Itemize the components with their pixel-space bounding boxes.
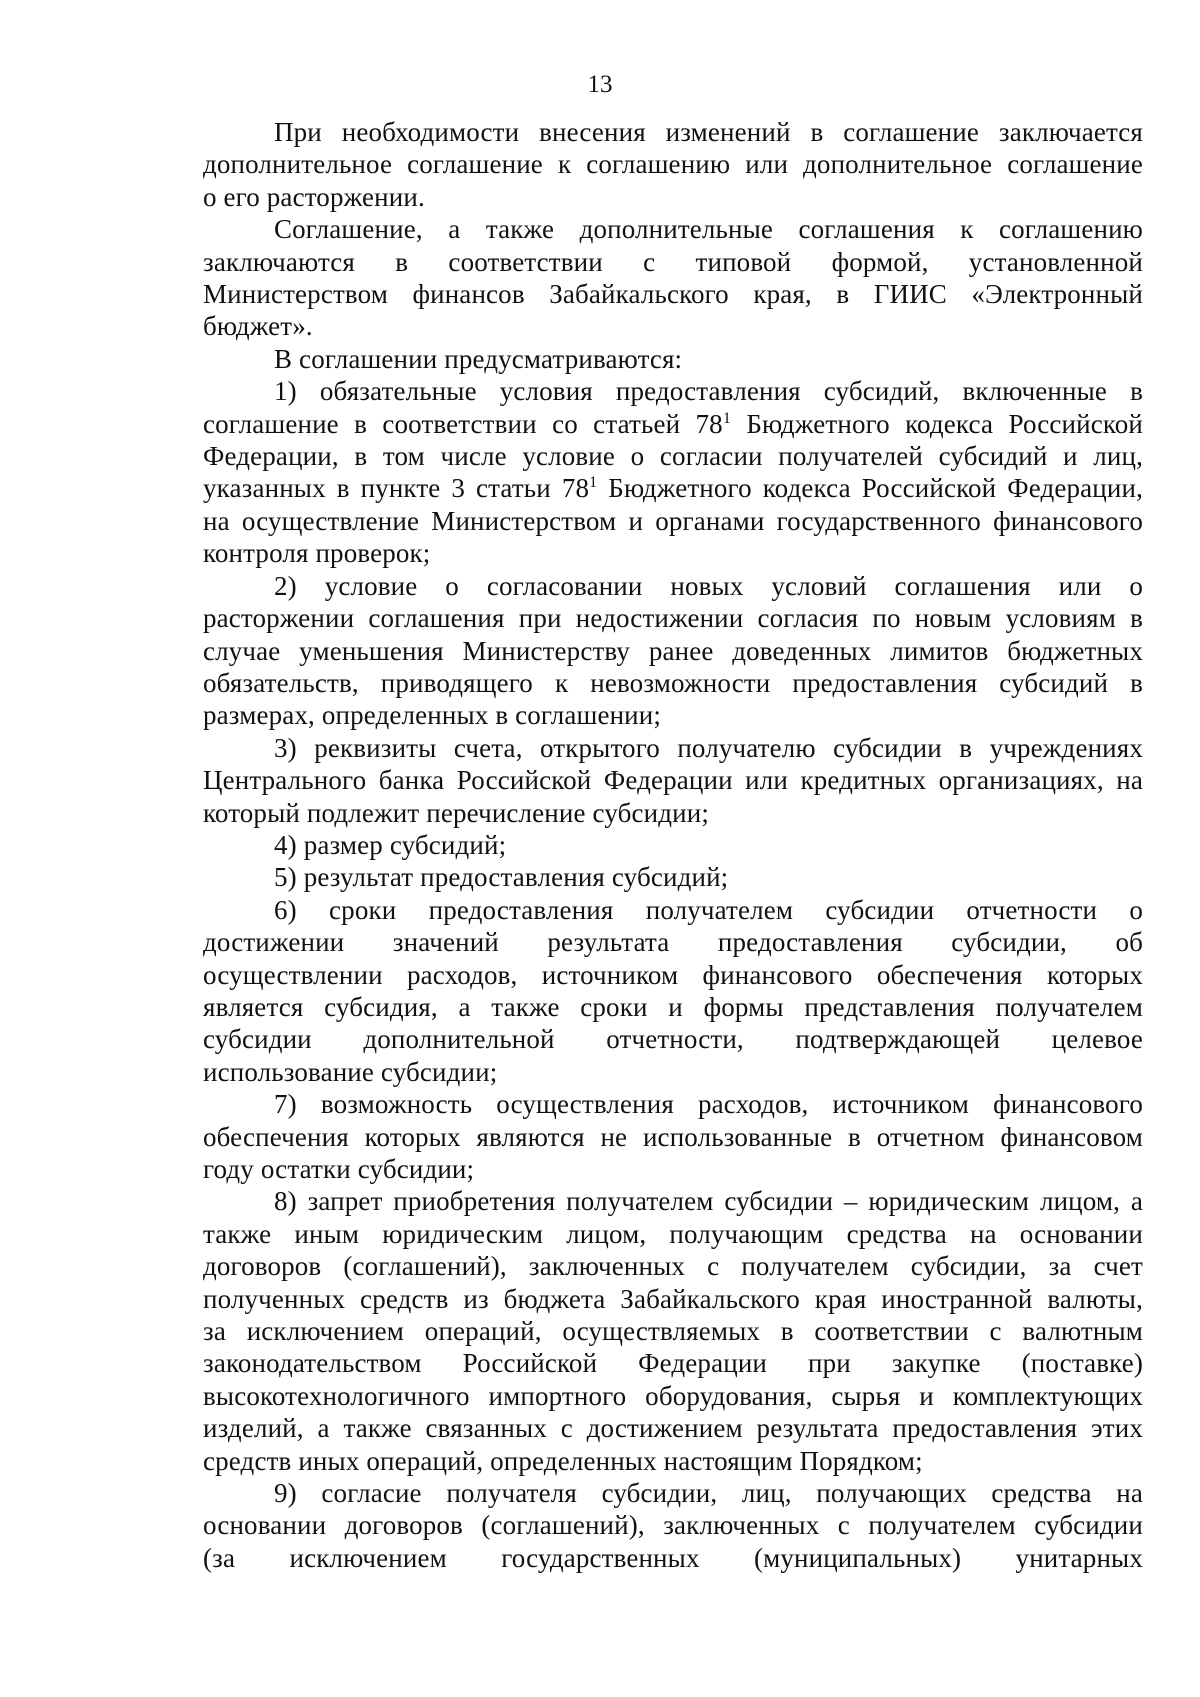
text-line: достижении значений результата предоставления субсидии, об: [203, 927, 1143, 958]
text-line: является субсидия, а также сроки и формы представления получателем: [203, 991, 1143, 1022]
paragraph: [203, 213, 1143, 343]
text-line: дополнительное соглашение к соглашению или дополнительное соглашение: [203, 149, 1143, 180]
text-line: осуществлении расходов, источником финансового обеспечения которых: [203, 959, 1143, 990]
text-line: соглашение в соответствии со статьей $78^1$ Бюджетного кодекса Российской: [203, 408, 1144, 439]
text-line: Центрального банка Российской Федерации или кредитных организациях, на: [203, 765, 1143, 796]
text-line: 7) возможность осуществления расходов, источником финансового: [274, 1089, 1143, 1120]
text-line: В соглашении предусматриваются:: [274, 343, 683, 374]
text-line: который подлежит перечисление субсидии;: [203, 797, 709, 828]
paragraph: [203, 375, 1143, 569]
paragraph: [203, 1185, 1143, 1477]
text-line: 3) реквизиты счета, открытого получателю субсидии в учреждениях: [274, 732, 1143, 763]
text-line: также иным юридическим лицом, получающим средства на основании: [203, 1218, 1143, 1249]
text-line: 2) условие о согласовании новых условий соглашения или о: [274, 570, 1143, 601]
text-line: 9) согласие получателя субсидии, лиц, получающих средства на: [274, 1478, 1143, 1509]
superscript: 1: [589, 474, 598, 492]
paragraph: [203, 732, 1143, 829]
text-line: 4) размер субсидий;: [274, 829, 507, 860]
text-line: высокотехнологичного импортного оборудования, сырья и комплектующих: [203, 1380, 1143, 1411]
text-line: бюджет».: [203, 311, 313, 342]
text-line: 6) сроки предоставления получателем субсидии отчетности о: [274, 894, 1143, 925]
text-line: Федерации, в том числе условие о согласии получателей субсидий и лиц,: [203, 441, 1143, 472]
text-line: на осуществление Министерством и органами государственного финансового: [203, 505, 1143, 536]
text-line: году остатки субсидии;: [203, 1154, 475, 1184]
text-line: размерах, определенных в соглашении;: [203, 700, 662, 731]
text-line: о его расторжении.: [203, 181, 425, 212]
text-line: случае уменьшения Министерству ранее доведенных лимитов бюджетных: [203, 635, 1143, 666]
text-line: использование субсидии;: [203, 1056, 498, 1087]
text-line: полученных средств из бюджета Забайкальского края иностранной валюты,: [203, 1283, 1143, 1314]
text-line: изделий, а также связанных с достижением результата предоставления этих: [203, 1413, 1143, 1444]
text-line: за исключением операций, осуществляемых в соответствии с валютным: [203, 1316, 1143, 1347]
page-number: 13: [587, 71, 613, 98]
paragraph: [203, 894, 1143, 1088]
text-line: указанных в пункте 3 статьи $78^1$ Бюджетного кодекса Российской Федерации,: [203, 473, 1143, 504]
text-line: законодательством Российской Федерации при закупке (поставке): [203, 1348, 1143, 1379]
text-line: средств иных операций, определенных настоящим Порядком;: [203, 1445, 923, 1476]
text-line: 8) запрет приобретения получателем субсидии – юридическим лицом, а: [274, 1186, 1143, 1217]
text-line: Министерством финансов Забайкальского края, в ГИИС «Электронный: [203, 279, 1143, 310]
paragraph: [203, 829, 1143, 861]
paragraph: [203, 570, 1143, 732]
paragraph: [203, 1477, 1143, 1574]
text-line: обеспечения которых являются не использованные в отчетном финансовом: [203, 1121, 1143, 1152]
superscript: 1: [722, 409, 731, 427]
text-line: Соглашение, а также дополнительные соглашения к соглашению: [274, 214, 1143, 245]
text-line: расторжении соглашения при недостижении согласия по новым условиям в: [203, 603, 1143, 634]
text-line: обязательств, приводящего к невозможности предоставления субсидий в: [203, 667, 1143, 698]
text-line: контроля проверок;: [203, 538, 431, 569]
text-line: договоров (соглашений), заключенных с получателем субсидии, за счет: [203, 1251, 1143, 1282]
text-line: основании договоров (соглашений), заключенных с получателем субсидии: [203, 1510, 1143, 1541]
paragraph: [203, 1088, 1143, 1185]
document-body: [203, 116, 1143, 1574]
text-line: 5) результат предоставления субсидий;: [274, 862, 729, 893]
text-line: 1) обязательные условия предоставления субсидий, включенные в: [274, 376, 1143, 407]
paragraph: [203, 861, 1143, 893]
paragraph: [203, 343, 1143, 375]
text-line: (за исключением государственных (муниципальных) унитарных: [203, 1542, 1143, 1573]
text-line: заключаются в соответствии с типовой формой, установленной: [203, 246, 1143, 277]
text-line: субсидии дополнительной отчетности, подтверждающей целевое: [203, 1024, 1143, 1055]
paragraph: [203, 116, 1143, 213]
text-line: При необходимости внесения изменений в соглашение заключается: [274, 117, 1143, 147]
